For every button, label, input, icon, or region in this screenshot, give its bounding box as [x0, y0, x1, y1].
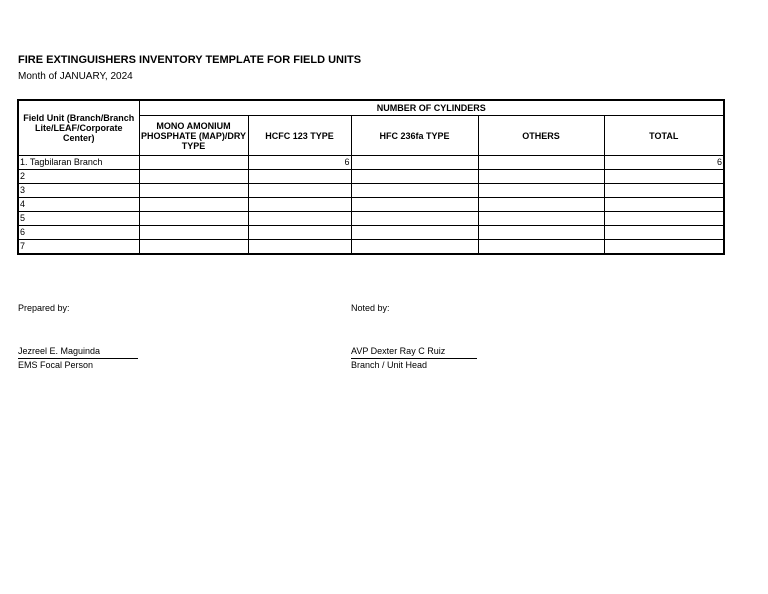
table-row — [18, 198, 724, 212]
total-cell — [604, 170, 724, 184]
field-unit-cell: 4 — [18, 198, 139, 212]
others-cell — [478, 156, 604, 170]
field-unit-cell: 5 — [18, 212, 139, 226]
map-cell — [139, 212, 248, 226]
total-cell — [604, 184, 724, 198]
others-header: OTHERS — [478, 116, 604, 156]
hcfc-123-cell — [248, 240, 351, 255]
others-cell — [478, 212, 604, 226]
total-cell — [604, 226, 724, 240]
table-row — [18, 170, 724, 184]
table-row — [18, 240, 724, 255]
total-cell — [604, 212, 724, 226]
inventory-rows — [18, 156, 724, 255]
hfc-236fa-cell — [351, 198, 478, 212]
table-row — [18, 184, 724, 198]
map-cell — [139, 170, 248, 184]
hcfc-123-cell: 6 — [248, 156, 351, 170]
prepared-by-role: EMS Focal Person — [18, 360, 94, 370]
hfc-236fa-cell — [351, 226, 478, 240]
total-cell: 6 — [604, 156, 724, 170]
hcfc-123-cell — [248, 170, 351, 184]
total-header: TOTAL — [604, 116, 724, 156]
hcfc-123-header: HCFC 123 TYPE — [248, 116, 351, 156]
month-line: Month of JANUARY, 2024 — [18, 71, 133, 82]
hfc-236fa-cell — [351, 184, 478, 198]
map-cell — [139, 198, 248, 212]
field-unit-cell: 6 — [18, 226, 139, 240]
map-cell — [139, 184, 248, 198]
field-unit-header: Field Unit (Branch/Branch Lite/LEAF/Corporate Center) — [18, 100, 139, 156]
table-row — [18, 226, 724, 240]
hfc-236fa-cell — [351, 156, 478, 170]
field-unit-cell: 1. Tagbilaran Branch — [18, 156, 139, 170]
others-cell — [478, 170, 604, 184]
inventory-table — [17, 99, 725, 255]
map-cell — [139, 156, 248, 170]
noted-by-role: Branch / Unit Head — [351, 360, 428, 370]
noted-by-name: AVP Dexter Ray C Ruiz — [351, 345, 477, 359]
table-row — [18, 212, 724, 226]
hcfc-123-cell — [248, 184, 351, 198]
hfc-236fa-cell — [351, 240, 478, 255]
others-cell — [478, 184, 604, 198]
hcfc-123-cell — [248, 212, 351, 226]
total-cell — [604, 240, 724, 255]
field-unit-cell: 3 — [18, 184, 139, 198]
others-cell — [478, 198, 604, 212]
prepared-by-name: Jezreel E. Maguinda — [18, 345, 138, 359]
hfc-236fa-cell — [351, 212, 478, 226]
hcfc-123-cell — [248, 226, 351, 240]
map-cell — [139, 240, 248, 255]
others-cell — [478, 240, 604, 255]
hcfc-123-cell — [248, 198, 351, 212]
noted-by-label: Noted by: — [351, 303, 390, 313]
field-unit-cell: 2 — [18, 170, 139, 184]
hfc-236fa-header: HFC 236fa TYPE — [351, 116, 478, 156]
map-dry-type-header: MONO AMONIUM PHOSPHATE (MAP)/DRY TYPE — [139, 116, 248, 156]
document-title: FIRE EXTINGUISHERS INVENTORY TEMPLATE FOR FIELD UNITS — [18, 54, 362, 66]
prepared-by-label: Prepared by: — [18, 303, 70, 313]
hfc-236fa-cell — [351, 170, 478, 184]
field-unit-cell: 7 — [18, 240, 139, 255]
table-row — [18, 156, 724, 170]
others-cell — [478, 226, 604, 240]
number-of-cylinders-header: NUMBER OF CYLINDERS — [139, 100, 724, 116]
total-cell — [604, 198, 724, 212]
map-cell — [139, 226, 248, 240]
